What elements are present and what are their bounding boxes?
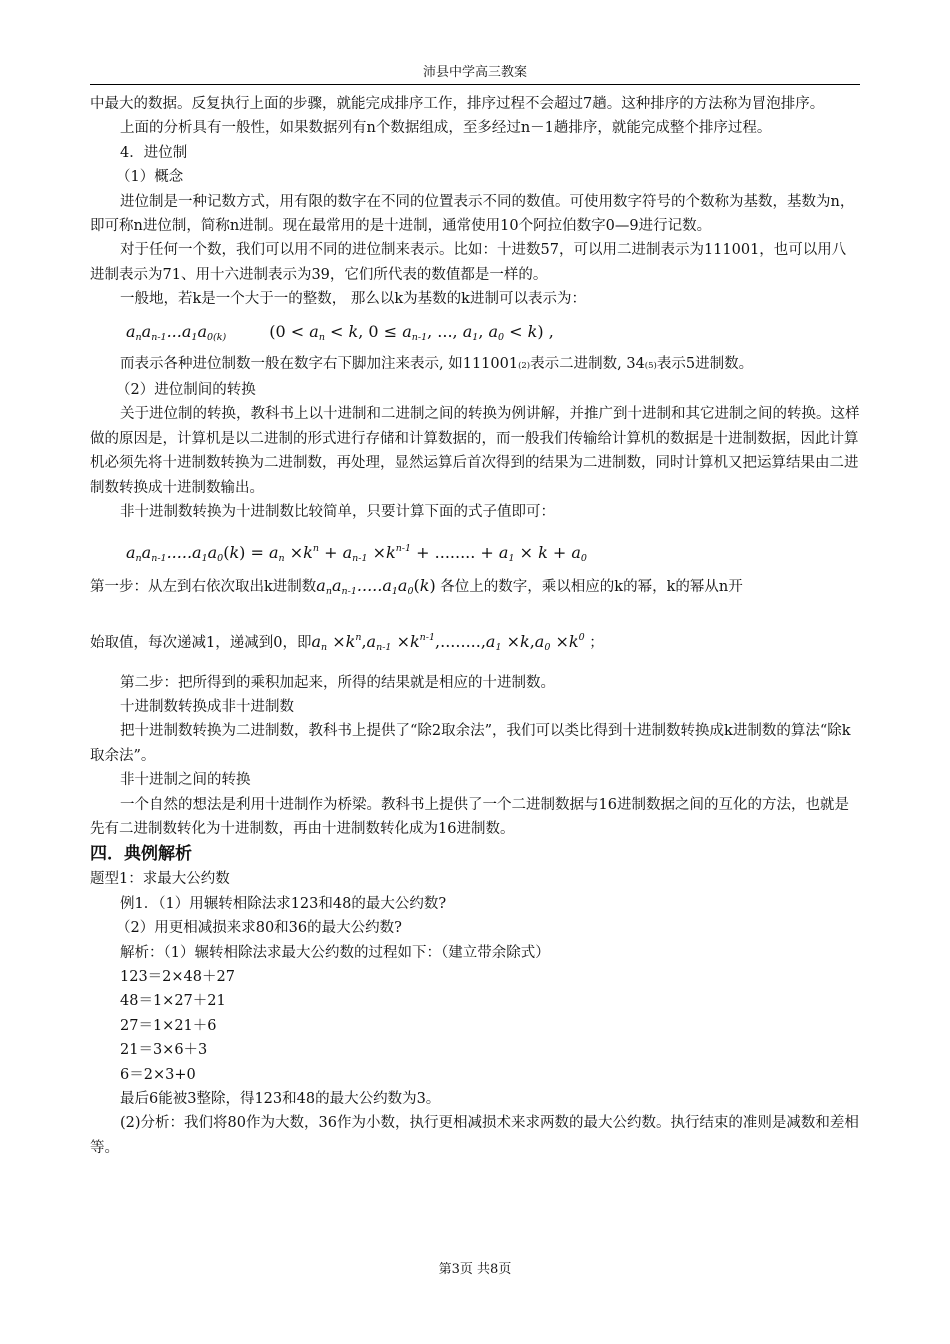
subsection-title: （2）进位制间的转换 — [116, 382, 256, 399]
paragraph: 非十进制数转换为十进制数比较简单，只要计算下面的式子值即可： — [120, 504, 555, 521]
paragraph: 进位制是一种记数方式，用有限的数字在不同的位置表示不同的数值。可使用数字符号的个数称为基数，基数为n，即可称n进位制，简称n进制。现在最常用的是十进制，通常使用10个阿拉伯数字0—9进行记数。 — [90, 193, 855, 235]
page-header: 沛县中学高三教案 — [422, 65, 527, 80]
subsection-title: 十进制数转换成非十进制数 — [120, 698, 294, 715]
header-rule — [90, 84, 860, 85]
solution-text: 解析：（1）辗转相除法求最大公约数的过程如下：（建立带余除式） — [120, 944, 550, 961]
inline-formula: $a_na_{n-1}.....a_1a_0(k)$ — [316, 575, 436, 597]
paragraph: 中最大的数据。反复执行上面的步骤，就能完成排序工作，排序过程不会超过7趟。这种排序的方法称为冒泡排序。 — [90, 96, 825, 112]
conclusion-text: 最后6能被3整除，得123和48的最大公约数为3。 — [120, 1091, 441, 1107]
example-question: 例1．（1）用辗转相除法求123和48的最大公约数? — [120, 895, 447, 912]
step-two: 第二步：把所得到的乘积加起来，所得的结果就是相应的十进制数。 — [120, 674, 555, 691]
step-one: 第一步：从左到右依次取出k进制数$a_na_{n-1}.....a_1a_0(k)$ 各位上的数字，乘以相应的k的幂，k的幂从n开 — [90, 575, 743, 597]
section-heading: 四．典例解析 — [90, 844, 192, 865]
page-footer: 第3页 共8页 — [438, 1262, 512, 1277]
equation-line: 48＝1×27＋21 — [120, 993, 226, 1010]
inline-formula: $a_n \times k^n,a_{n-1} \times k^{n-1},........,a_1 \times k,a_0 \times k^0$ — [311, 631, 585, 653]
question-type: 题型1：求最大公约数 — [90, 871, 230, 888]
equation-line: 6＝2×3+0 — [120, 1066, 196, 1083]
subsection-title: （1）概念 — [116, 169, 184, 186]
paragraph: 对于任何一个数，我们可以用不同的进位制来表示。比如：十进数57，可以用二进制表示为111001，也可以用八进制表示为71、用十六进制表示为39，它们所代表的数值都是一样的。 — [90, 242, 847, 283]
subsection-title: 非十进制之间的转换 — [120, 772, 251, 789]
paragraph: 把十进制数转换为二进制数，教科书上提供了“除2取余法”，我们可以类比得到十进制数转换成k进制数的算法“除k取余法”。 — [90, 723, 851, 764]
equation-line: 21＝3×6＋3 — [120, 1042, 208, 1059]
formula-conversion: $a_na_{n-1}.....a_1a_0(k) = a_n \times k^n + a_{n-1} \times k^{n-1}$ + ........ + $a_1 \times k + a_0$ — [126, 542, 587, 564]
equation-line: 123＝2×48＋27 — [120, 968, 235, 985]
paragraph: 一般地，若k是一个大于一的整数， 那么以k为基数的k进制可以表示为： — [120, 291, 586, 308]
paragraph: 上面的分析具有一般性，如果数据列有n个数据组成，至多经过n－1趟排序，就能完成整个排序过程。 — [120, 120, 772, 137]
step-one-continued: 始取值，每次递减1，递减到0，即$a_n \times k^n,a_{n-1} \times k^{n-1},........,a_1 \times k,a_0 \times k^0$ ； — [90, 631, 604, 653]
example-question: （2）用更相减损来求80和36的最大公约数? — [116, 920, 402, 937]
equation-line: 27＝1×21＋6 — [120, 1017, 217, 1034]
formula-k-base: $a_na_{n-1}...a_1a_{0(k)}$ ($0 < a_n < k$, $0 \le a_{n-1}$, ..., $a_1$, $a_0 < k$) , — [126, 321, 554, 343]
paragraph: 关于进位制的转换，教科书上以十进制和二进制之间的转换为例讲解，并推广到十进制和其它进制之间的转换。这样做的原因是，计算机是以二进制的形式进行存储和计算数据的，而一般我们传输给计算机的数据是十进制数据，因此计算机必须先将十进制数转换为二进制数，再处理，显然运算后首次得到的结果为二进制数，同时计算机又把运算结果由二进制数转换成十进制数输出。 — [90, 406, 860, 496]
page-content — [90, 92, 860, 1160]
paragraph: 一个自然的想法是利用十进制作为桥梁。教科书上提供了一个二进制数据与16进制数据之间的互化的方法，也就是先有二进制数转化为十进制数，再由十进制数转化成为16进制数。 — [90, 796, 849, 837]
solution-text: (2)分析：我们将80作为大数，36作为小数，执行更相减损术来求两数的最大公约数。执行结束的准则是减数和差相等。 — [90, 1115, 859, 1156]
paragraph: 而表示各种进位制数一般在数字右下脚加注来表示, 如111001(2)表示二进制数, 34(5)表示5进制数。 — [120, 355, 754, 372]
section-number: 4．进位制 — [120, 144, 188, 161]
